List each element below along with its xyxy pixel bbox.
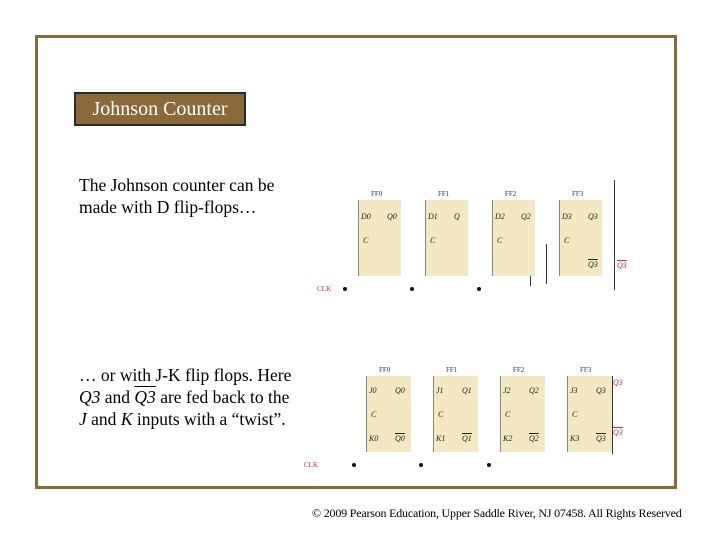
q-bar-output: Q0 [395, 434, 405, 443]
clock-input: C [438, 410, 444, 419]
q-output: Q3 [588, 212, 598, 221]
d-ff-0 [358, 190, 401, 276]
d-ff-3 [559, 190, 602, 276]
clock-node [343, 287, 347, 291]
d-input: D1 [428, 212, 438, 221]
clock-label: CLK [317, 285, 331, 293]
q-output: Q [454, 212, 460, 221]
clock-input: C [564, 236, 570, 245]
ff-name: FF2 [513, 366, 525, 374]
clock-node [419, 463, 423, 467]
q3-bar-output-label: Q3 [613, 428, 623, 437]
clock-node [410, 287, 414, 291]
d-flipflop-text: The Johnson counter can be made with D flip-flops… [79, 175, 275, 217]
jk-ff-0 [366, 366, 411, 452]
k-input: K0 [369, 434, 379, 443]
j-term: J [79, 409, 87, 429]
jk-ff-2 [500, 366, 545, 452]
feedback-wire [614, 180, 615, 290]
k-term: K [120, 409, 133, 429]
ff-name: FF3 [572, 190, 584, 198]
clock-input: C [363, 236, 369, 245]
q-output: Q0 [387, 212, 397, 221]
d-input: D2 [495, 212, 505, 221]
q-output: Q1 [462, 386, 472, 395]
jk-ff-3 [567, 366, 612, 452]
k-input: K2 [503, 434, 513, 443]
q-output: Q2 [521, 212, 531, 221]
q3-term: Q3 [79, 387, 101, 407]
q-output: Q3 [596, 386, 606, 395]
q-bar-output: Q1 [462, 434, 472, 443]
text-part: and [100, 387, 135, 407]
q3bar-term: Q3 [134, 387, 156, 407]
q-bar-output: Q3 [596, 434, 606, 443]
jk-flipflop-text [79, 364, 294, 430]
clock-label: CLK [304, 461, 318, 469]
ff-name: FF3 [580, 366, 592, 374]
copyright-footer: © 2009 Pearson Education, Upper Saddle River, NJ 07458. All Rights Reserved [312, 506, 682, 520]
q-output: Q0 [395, 386, 405, 395]
clock-node [352, 463, 356, 467]
text-part: are fed back to the [155, 387, 290, 407]
feedback-wire [612, 376, 613, 454]
clock-input: C [497, 236, 503, 245]
d-ff-1 [425, 190, 468, 276]
q-bar-output: Q3 [588, 260, 598, 269]
j-input: J1 [436, 386, 444, 395]
ff-name: FF0 [379, 366, 391, 374]
text-part: and [86, 409, 121, 429]
q3-output-label: Q3 [613, 378, 623, 387]
clock-node [487, 463, 491, 467]
ff-name: FF2 [505, 190, 517, 198]
text-part: inputs with a “twist”. [132, 409, 286, 429]
clock-node [477, 287, 481, 291]
clock-input: C [572, 410, 578, 419]
text-part: … or with J-K flip flops. Here [79, 365, 292, 385]
k-input: K1 [436, 434, 446, 443]
j-input: J2 [503, 386, 511, 395]
j-input: J3 [570, 386, 578, 395]
q-output: Q2 [529, 386, 539, 395]
k-input: K3 [570, 434, 580, 443]
q3-bar-output-label: Q3 [617, 261, 627, 270]
clock-input: C [371, 410, 377, 419]
feedback-wire [546, 244, 547, 284]
q-bar-output: Q2 [529, 434, 539, 443]
d-ff-2 [492, 190, 535, 276]
ff-name: FF1 [438, 190, 450, 198]
d-input: D0 [361, 212, 371, 221]
j-input: J0 [369, 386, 377, 395]
clock-input: C [505, 410, 511, 419]
d-input: D3 [562, 212, 572, 221]
ff-name: FF0 [371, 190, 383, 198]
slide-title: Johnson Counter [74, 92, 246, 126]
clock-input: C [430, 236, 436, 245]
jk-ff-1 [433, 366, 478, 452]
ff-name: FF1 [446, 366, 458, 374]
